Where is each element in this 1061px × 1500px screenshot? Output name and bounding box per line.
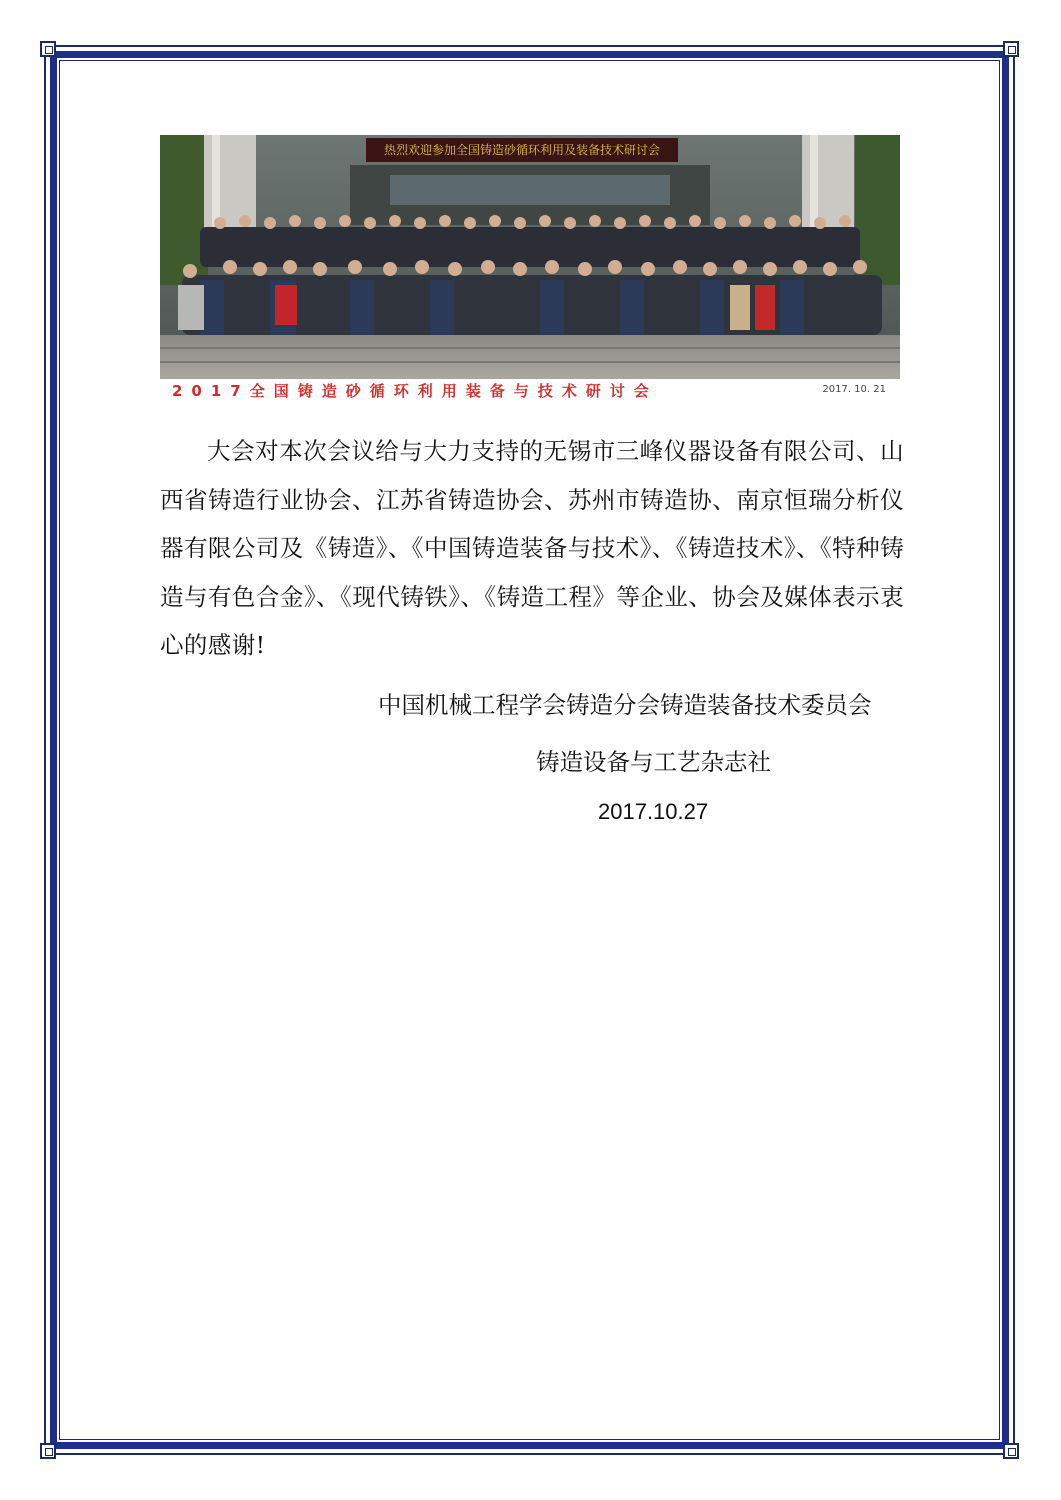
corner-ornament-top-left [40,41,56,57]
thank-you-paragraph: 大会对本次会议给与大力支持的无锡市三峰仪器设备有限公司、山西省铸造行业协会、江苏省铸造协会、苏州市铸造协、南京恒瑞分析仪器有限公司及《铸造》、《中国铸造装备与技术》、《铸造技术》、《特种铸造与有色合金》、《现代铸铁》、《铸造工程》等企业、协会及媒体表示衷心的感谢! [160,437,904,659]
corner-ornament-bottom-left [40,1443,56,1459]
corner-ornament-top-right [1003,41,1019,57]
group-photo-image [160,135,900,379]
signature-date: 2017.10.27 [598,799,709,824]
signature-magazine: 铸造设备与工艺杂志社 [536,748,771,776]
photo-caption-title: 2017全国铸造砂循环利用装备与技术研讨会 [172,382,658,400]
photo-caption [160,379,900,400]
group-photo [160,135,900,400]
signature-organization: 中国机械工程学会铸造分会铸造装备技术委员会 [378,691,872,719]
photo-banner: 热烈欢迎参加全国铸造砂循环利用及装备技术研讨会 [366,138,678,162]
photo-caption-date: 2017. 10. 21 [822,384,886,395]
corner-ornament-bottom-right [1003,1443,1019,1459]
